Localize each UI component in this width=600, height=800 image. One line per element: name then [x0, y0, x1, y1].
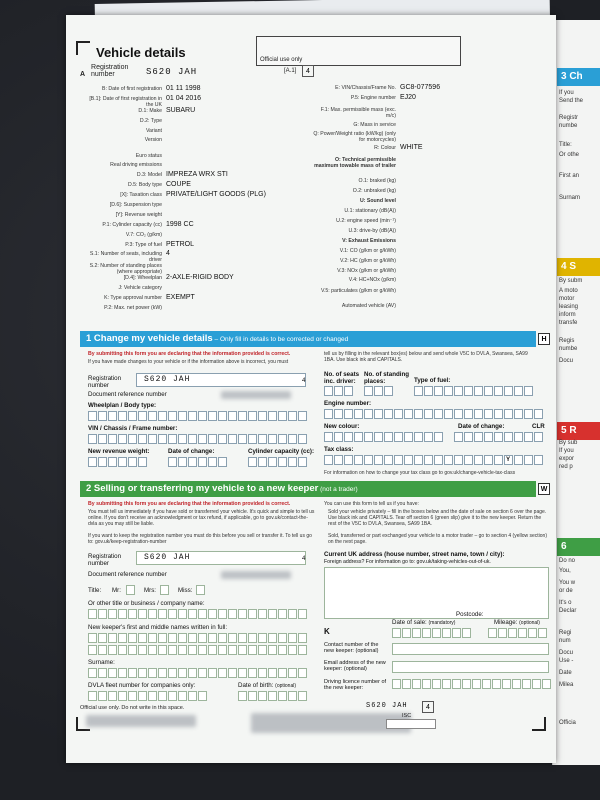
- s2-miss-box[interactable]: [196, 585, 206, 595]
- next-page-text-fragment: Use -: [559, 658, 574, 664]
- next-page-text-fragment: red p: [559, 464, 573, 470]
- vehicle-field-label: P.3: Type of fuel: [125, 242, 162, 248]
- s2-fleet-boxes[interactable]: [88, 691, 208, 701]
- s1-vin-label: VIN / Chassis / Frame number:: [88, 425, 178, 432]
- vehicle-field-label: B: Date of first registration: [102, 86, 162, 92]
- next-page-text-fragment: inform: [559, 312, 576, 318]
- next-page-text-fragment: If you: [559, 90, 574, 96]
- crop-mark-top-left: [76, 41, 90, 55]
- next-page-text-fragment: num: [559, 638, 571, 644]
- s2-surname-label: Surname:: [88, 659, 115, 666]
- a1-value: 4: [302, 65, 314, 77]
- next-page-text-fragment: First an: [559, 173, 580, 179]
- s2-licence-boxes[interactable]: [392, 679, 552, 689]
- vehicle-field-label: D.1: Make: [138, 108, 162, 114]
- vehicle-field-label: D.3: Model: [136, 172, 162, 178]
- page-title: Vehicle details: [96, 45, 186, 60]
- s1-cylcap-boxes[interactable]: [248, 457, 308, 467]
- next-page-text-fragment: Regi: [559, 630, 572, 636]
- s2-docref-redacted: [221, 571, 291, 579]
- footer-check: 4: [422, 701, 434, 713]
- vehicle-field-value: COUPE: [166, 181, 191, 188]
- vehicle-field-label: V.7: CO₂ (g/km): [125, 232, 162, 238]
- vehicle-field-label: Variant: [145, 128, 162, 134]
- s2-email-box[interactable]: [392, 661, 549, 673]
- section1-intro: If you have made changes to your vehicle or if the information above is incorrect, you must: [88, 359, 289, 365]
- s1-datechange-label: Date of change:: [168, 448, 215, 455]
- s1-tax-info: For information on how to change your tax class go to gov.uk/change-vehicle-tax-class: [324, 470, 516, 476]
- s1-vin-boxes[interactable]: [88, 434, 308, 444]
- s2-miss-label: Miss:: [178, 587, 193, 594]
- s2-contact-box[interactable]: [392, 643, 549, 655]
- s2-dob-boxes[interactable]: [238, 691, 308, 701]
- registration-label: A Registration number: [80, 64, 129, 78]
- vehicle-field-value: SUBARU: [166, 107, 196, 114]
- next-page-text-fragment: A moto: [559, 288, 578, 294]
- crop-mark-bottom-right: [532, 717, 546, 731]
- next-page-text-fragment: Milea: [559, 682, 574, 688]
- next-page-text-fragment: expor: [559, 456, 575, 462]
- section2-bullet2: Sold, transferred or part exchanged your vehicle to a motor trader – go to section 4 (yellow section) on the next page.: [328, 533, 548, 545]
- s2-datesale-boxes[interactable]: [392, 628, 472, 638]
- vehicle-field-label: R: Colour: [374, 145, 396, 151]
- section2-right-intro: You can use this form to tell us if you have:: [324, 501, 419, 507]
- s2-fleet-label: DVLA fleet number for companies only:: [88, 682, 196, 689]
- s1-revweight-label: New revenue weight:: [88, 448, 150, 455]
- section2-warning: By submitting this form you are declaring that the information provided is correct.: [88, 501, 291, 507]
- s2-foreign-label: Foreign address? For information go to: gov.uk/taking-vehicles-out-of-uk.: [324, 559, 491, 565]
- a1-label: [A.1]: [284, 68, 297, 74]
- s1-wheelplan-label: Wheelplan / Body type:: [88, 402, 157, 409]
- vehicle-field-label: V.4: HC+NOx (g/km): [348, 277, 396, 283]
- s1-fuel-label: Type of fuel:: [414, 377, 451, 384]
- s1-engine-boxes[interactable]: [324, 409, 544, 419]
- vehicle-field-value: 2-AXLE-RIGID BODY: [166, 274, 234, 281]
- vehicle-field-label: Version: [144, 137, 162, 143]
- official-use-box: [256, 36, 461, 66]
- vehicle-field-label: D.5: Body type: [127, 182, 162, 188]
- s2-reg-value: S620 JAH: [144, 553, 191, 562]
- section1-header: 1 Change my vehicle details – Only fill in details to be corrected or changed: [80, 331, 536, 347]
- vehicle-field-label: V: Exhaust Emissions: [342, 238, 396, 244]
- vehicle-field-label: [Y]: Revenue weight: [115, 212, 162, 218]
- vehicle-field-label: O.1: braked (kg): [358, 178, 396, 184]
- s2-reg-check: 4: [302, 555, 306, 562]
- s1-clr-label: CLR: [532, 423, 545, 430]
- next-page-text-fragment: Registr: [559, 115, 579, 121]
- next-page-section-header: 3 Ch: [557, 68, 600, 86]
- s1-datechange2-label: Date of change:: [458, 423, 505, 430]
- s2-docref-label: Document reference number: [88, 571, 167, 578]
- s1-tax-y: Y: [506, 456, 511, 463]
- s2-k-label: K: [324, 627, 330, 636]
- vehicle-field-label: O: Technical permissible maximum towable mass of trailer: [314, 157, 396, 169]
- vehicle-field-label: K: Type approval number: [104, 295, 162, 301]
- vehicle-field-label: G: Mass in service: [353, 122, 396, 128]
- s1-docref-redacted: [221, 391, 291, 399]
- next-page-text-fragment: Declar: [559, 608, 577, 614]
- vehicle-field-label: F.1: Max. permissible mass (exc. m/c): [320, 107, 396, 119]
- s2-contact-label: Contact number of the new keeper: (optional): [324, 642, 379, 654]
- vehicle-field-label: P.1: Cylinder capacity (cc): [102, 222, 162, 228]
- s2-dob-label: Date of birth: (optional): [238, 682, 297, 689]
- vehicle-field-label: V.1: CO (g/km or g/kWh): [339, 248, 396, 254]
- s2-address-label: Current UK address (house number, street name, town / city):: [324, 551, 505, 558]
- vehicle-field-label: [X]: Taxation class: [120, 192, 162, 198]
- footer-barcode-redacted-1: [86, 715, 196, 727]
- footer-official-use: Official use only. Do not write in this space.: [80, 705, 185, 711]
- s2-reg-label: Registration number: [88, 553, 122, 567]
- s2-mileage-boxes[interactable]: [488, 628, 548, 638]
- next-page-text-fragment: If you: [559, 448, 574, 454]
- footer-isc: ISC: [402, 713, 412, 719]
- s1-tax-boxes[interactable]: [324, 455, 544, 465]
- s2-mrs-box[interactable]: [160, 585, 170, 595]
- vehicle-field-value: 1998 CC: [166, 221, 194, 228]
- s1-standing-label: No. of standing places:: [364, 371, 410, 385]
- vehicle-field-value: EXEMPT: [166, 294, 195, 301]
- footer-isc-box: [386, 719, 436, 729]
- s2-postcode-label: Postcode:: [456, 611, 484, 618]
- v5c-document-page: [66, 15, 556, 763]
- vehicle-field-label: [D.6]: Suspension type: [109, 202, 162, 208]
- vehicle-field-label: J: Vehicle category: [118, 285, 162, 291]
- vehicle-field-label: P.2: Max. net power (kW): [104, 305, 162, 311]
- vehicle-field-value: 01 11 1998: [166, 85, 201, 92]
- s2-datesale-label: Date of sale: (mandatory): [392, 619, 456, 626]
- s2-mr-box[interactable]: [126, 585, 136, 595]
- s2-mileage-label: Mileage: (optional): [494, 619, 540, 626]
- next-page-text-fragment: It's o: [559, 600, 572, 606]
- next-page-text-fragment: Do no: [559, 558, 576, 564]
- s1-fuel-boxes[interactable]: [414, 386, 534, 396]
- vehicle-field-label: P.5: Engine number: [350, 95, 396, 101]
- next-page-text-fragment: transfe: [559, 320, 578, 326]
- next-page-text-fragment: Date: [559, 670, 572, 676]
- next-page-text-fragment: leasing: [559, 304, 579, 310]
- next-page-edge: [552, 20, 600, 765]
- next-page-section-header: 5 R: [557, 422, 600, 440]
- vehicle-field-label: [D.4]: Wheelplan: [123, 275, 162, 281]
- s1-datechange-boxes[interactable]: [168, 457, 228, 467]
- next-page-text-fragment: or de: [559, 588, 573, 594]
- s1-seats-boxes[interactable]: [324, 386, 354, 396]
- next-page-text-fragment: You,: [559, 568, 571, 574]
- vehicle-field-label: V.5: particulates (g/km or g/kWh): [320, 288, 396, 294]
- next-page-text-fragment: motor: [559, 296, 575, 302]
- vehicle-field-value: PETROL: [166, 241, 195, 248]
- s2-other-title-label: Or other title or business / company name:: [88, 600, 205, 607]
- s1-standing-boxes[interactable]: [364, 386, 394, 396]
- next-page-text-fragment: Surnam: [559, 195, 581, 201]
- vehicle-field-label: V.3: NOx (g/km or g/kWh): [337, 268, 396, 274]
- s1-docref-label: Document reference number: [88, 391, 167, 398]
- s2-other-title-boxes[interactable]: [88, 609, 308, 619]
- s2-mr-label: Mr:: [112, 587, 121, 594]
- next-page-text-fragment: You w: [559, 580, 576, 586]
- next-page-text-fragment: Title:: [559, 142, 572, 148]
- vehicle-field-label: U.3: drive-by (dB(A)): [348, 228, 396, 234]
- vehicle-field-label: Euro status: [135, 153, 162, 159]
- next-page-section-header: 6: [557, 538, 600, 556]
- next-page-text-fragment: numbe: [559, 346, 578, 352]
- section1-letter: H: [538, 333, 550, 345]
- section2-p2: If you want to keep the registration number you must do this before you sell or transfer it. To tell us go to: gov.uk/keep-registration-number: [88, 533, 312, 545]
- vehicle-field-label: U.2: engine speed (min⁻¹): [336, 218, 396, 224]
- next-page-text-fragment: By sub: [559, 440, 578, 446]
- vehicle-field-label: [B.1]: Date of first registration in the UK: [89, 96, 162, 108]
- s2-first-names-label: New keeper's first and middle names written in full:: [88, 624, 228, 631]
- footer-reg: S620 JAH: [366, 702, 408, 710]
- next-page-text-fragment: Regis: [559, 338, 575, 344]
- s1-reg-value: S620 JAH: [144, 375, 191, 384]
- next-page-text-fragment: Or othe: [559, 152, 580, 158]
- vehicle-field-value: GC8-077596: [400, 84, 441, 91]
- vehicle-field-value: EJ20: [400, 94, 416, 101]
- s2-email-label: Email address of the new keeper: (optional): [324, 660, 386, 672]
- vehicle-field-label: Real driving emissions: [110, 162, 162, 168]
- vehicle-field-value: PRIVATE/LIGHT GOODS (PLG): [166, 191, 266, 198]
- s2-first-names-boxes-1[interactable]: [88, 633, 308, 643]
- s2-mrs-label: Mrs:: [144, 587, 157, 594]
- section1-intro-right: tell us by filling in the relevant box(es) below and send whole V5C to DVLA, Swansea, SA99 1BA. Use black ink and CAPITALS.: [324, 351, 528, 363]
- s1-seats-label: No. of seats inc. driver:: [324, 371, 360, 385]
- vehicle-field-value: IMPREZA WRX STI: [166, 171, 228, 178]
- s1-tax-label: Tax class:: [324, 446, 354, 453]
- s1-reg-label: Registration number: [88, 375, 122, 389]
- s1-revweight-boxes[interactable]: [88, 457, 148, 467]
- vehicle-field-label: D.2: Type: [139, 118, 162, 124]
- s1-colour-boxes[interactable]: [324, 432, 444, 442]
- vehicle-field-label: Q: Power/Weight ratio (kW/kg) (only for motorcycles): [313, 131, 396, 143]
- vehicle-field-label: E: VIN/Chassis/Frame No.: [335, 85, 396, 91]
- next-page-text-fragment: Docu: [559, 650, 574, 656]
- next-page-section-header: 4 S: [557, 258, 600, 276]
- vehicle-field-value: WHITE: [400, 144, 423, 151]
- s2-address-box[interactable]: [324, 567, 549, 619]
- s1-colour-label: New colour:: [324, 423, 360, 430]
- s1-reg-check: 4: [302, 377, 306, 384]
- vehicle-field-value: 4: [166, 250, 170, 257]
- vehicle-field-value: 01 04 2016: [166, 95, 202, 102]
- s1-cylcap-label: Cylinder capacity (cc):: [248, 448, 315, 455]
- section2-bullet1: Sold your vehicle privately – fill in the boxes below and the date of sale on section 6 over the page. Use black ink and CAPITALS. Tear off section 6 (green slip) give it to the new keeper. Return the rest of the V5C to DVLA, Swansea, SA99 1BA.: [328, 509, 547, 527]
- s2-title-label: Title:: [88, 587, 102, 594]
- vehicle-field-label: O.2: unbraked (kg): [352, 188, 396, 194]
- next-page-text-fragment: Send the: [559, 98, 584, 104]
- next-page-text-fragment: By subm: [559, 278, 583, 284]
- vehicle-field-label: S.1: Number of seats, including driver: [89, 251, 162, 263]
- s1-engine-label: Engine number:: [324, 400, 372, 407]
- section2-letter: W: [538, 483, 550, 495]
- section1-warning: By submitting this form you are declaring that the information provided is correct.: [88, 351, 291, 357]
- s2-surname-boxes[interactable]: [88, 668, 308, 678]
- next-page-text-fragment: Docu: [559, 358, 574, 364]
- next-page-text-fragment: numbe: [559, 123, 578, 129]
- vehicle-field-label: U: Sound level: [359, 198, 396, 204]
- section2-header: 2 Selling or transferring my vehicle to a new keeper (not a trader): [80, 481, 536, 497]
- section2-p1: You must tell us immediately if you have sold or transferred your vehicle. It's quick and simple to tell us online. If you don't receive an acknowledgment or tax refund, if applicable, go to gov.uk/contact-the-dvla as you may still be liable.: [88, 509, 315, 527]
- s2-first-names-boxes-2[interactable]: [88, 645, 308, 655]
- registration-value: S620 JAH: [146, 67, 198, 77]
- s1-datechange2-boxes[interactable]: [454, 432, 544, 442]
- vehicle-field-label: S.2: Number of standing places (where appropriate): [89, 263, 162, 275]
- official-use-label: Official use only: [260, 57, 303, 63]
- vehicle-field-label: Automated vehicle (AV): [341, 303, 396, 309]
- s2-licence-label: Driving licence number of the new keeper:: [324, 679, 387, 691]
- next-page-text-fragment: Officia: [559, 720, 576, 726]
- vehicle-field-label: V.2: HC (g/km or g/kWh): [339, 258, 396, 264]
- vehicle-field-label: U.1: stationary (dB(A)): [344, 208, 396, 214]
- s1-wheelplan-boxes[interactable]: [88, 411, 308, 421]
